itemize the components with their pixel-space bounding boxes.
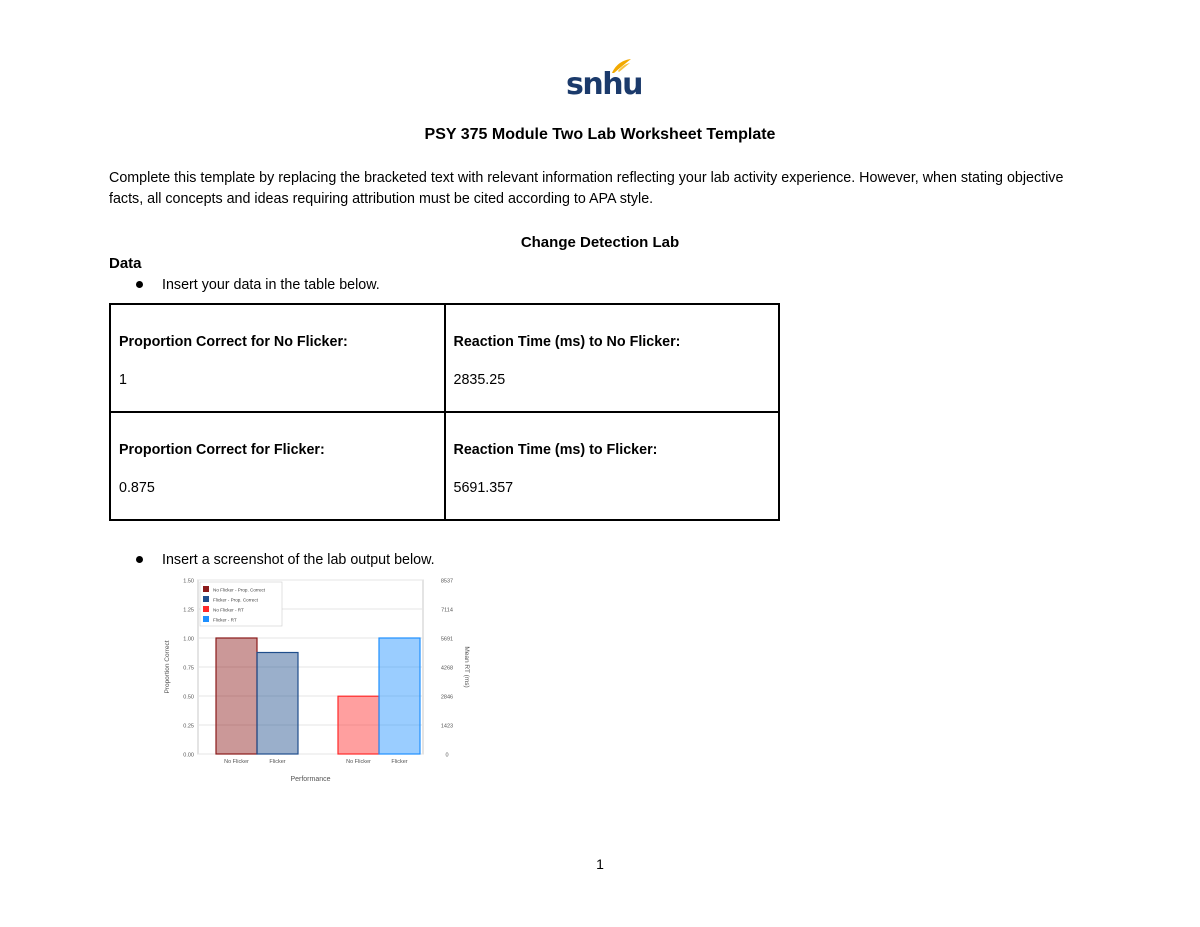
snhu-logo	[566, 58, 642, 102]
bullet-icon	[136, 281, 143, 288]
legend-swatch	[203, 586, 209, 592]
x-tick-label: Flicker	[391, 759, 408, 765]
intro-paragraph: Complete this template by replacing the bracketed text with relevant information reflecting your lab activity experience. However, when stating objective facts, all concepts and ideas requiring attribution must be cited according to APA style.	[109, 170, 1064, 207]
y-left-tick-label: 1.00	[183, 636, 194, 643]
cell-label: Reaction Time (ms) to No Flicker:	[453, 334, 681, 350]
y-left-axis-label: Proportion Correct	[164, 640, 171, 694]
bar	[379, 638, 420, 754]
y-left-tick-label: 1.25	[183, 607, 194, 614]
x-tick-label: Flicker	[269, 759, 286, 765]
y-left-tick-label: 0.25	[183, 723, 194, 730]
legend-label: Flicker - RT	[213, 617, 237, 623]
legend-label: Flicker - Prop. Correct	[213, 597, 258, 603]
y-left-tick-label: 0.50	[183, 694, 194, 701]
cell-label: Reaction Time (ms) to Flicker:	[453, 442, 658, 458]
table-cell	[110, 304, 445, 412]
y-left-tick-label: 1.50	[183, 578, 194, 585]
legend-label: No Flicker - Prop. Correct	[213, 587, 266, 593]
legend-swatch	[203, 596, 209, 602]
y-right-axis-label: Mean RT (ms)	[463, 646, 470, 688]
bullet-text: Insert your data in the table below.	[162, 277, 380, 293]
legend-swatch	[203, 616, 209, 622]
bar	[338, 696, 379, 754]
cell-value: 5691.357	[453, 480, 514, 496]
section-label-data: Data	[109, 255, 142, 272]
bar	[257, 653, 298, 755]
y-right-tick-label: 4268	[440, 665, 454, 672]
cell-label: Proportion Correct for Flicker:	[119, 442, 325, 458]
table-cell	[445, 412, 780, 520]
y-right-tick-label: 5691	[440, 636, 454, 643]
legend-label: No Flicker - RT	[213, 607, 244, 613]
cell-value: 2835.25	[453, 372, 506, 388]
lab-output-chart	[160, 574, 470, 788]
y-right-tick-label: 8537	[440, 578, 454, 585]
x-tick-label: No Flicker	[224, 759, 249, 765]
logo-text: snhu	[566, 67, 642, 102]
bullet-item	[136, 550, 435, 570]
bullet-icon	[136, 556, 143, 563]
table-row	[110, 304, 779, 412]
y-right-tick-label: 2846	[440, 694, 454, 701]
table-row	[110, 412, 779, 520]
table-cell	[445, 304, 780, 412]
cell-value: 0.875	[119, 480, 155, 496]
table-cell	[110, 412, 445, 520]
legend-swatch	[203, 606, 209, 612]
x-tick-label: No Flicker	[346, 759, 371, 765]
bullet-text: Insert a screenshot of the lab output below.	[162, 552, 435, 568]
bar	[216, 638, 257, 754]
lab-subheading: Change Detection Lab	[520, 234, 680, 251]
page-number: 1	[596, 856, 604, 872]
y-right-tick-label: 7114	[441, 607, 453, 614]
cell-label: Proportion Correct for No Flicker:	[119, 334, 348, 350]
page-title: PSY 375 Module Two Lab Worksheet Template	[424, 126, 776, 143]
y-right-tick-label: 1423	[440, 723, 454, 730]
data-table	[109, 303, 780, 521]
y-right-tick-label: 0	[445, 752, 449, 759]
y-left-tick-label: 0.00	[183, 752, 194, 759]
y-left-tick-label: 0.75	[183, 665, 194, 672]
x-axis-label: Performance	[290, 776, 331, 783]
bullet-item	[136, 275, 380, 295]
cell-value: 1	[119, 372, 127, 388]
